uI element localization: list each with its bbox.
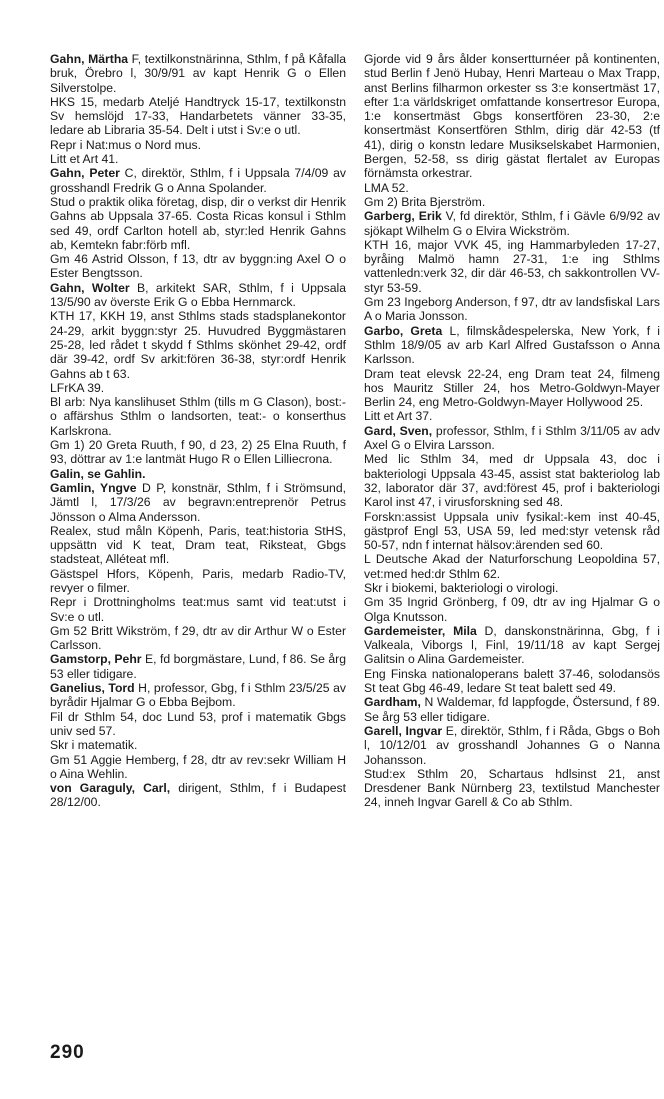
entry-paragraph: Gardham, N Waldemar, fd lappfogde, Östersund, f 89. Se årg 53 eller tidigare.: [364, 695, 660, 724]
entry-name: Gard, Sven,: [364, 423, 433, 438]
entry-paragraph: Gm 46 Astrid Olsson, f 13, dtr av byggn:ing Axel O o Ester Bengtsson.: [50, 252, 346, 281]
entry-paragraph: Bl arb: Nya kanslihuset Sthlm (tills m G Clason), bost:- o affärshus Sthlm o landsorten, teat:- o konserthus Karlskrona.: [50, 395, 346, 438]
entry-gahn-wolter: [50, 281, 346, 467]
left-column: [50, 52, 346, 810]
entry-garell-ingvar: [364, 724, 660, 810]
entry-name: Ganelius, Tord: [50, 681, 135, 696]
entry-gahn-peter: [50, 166, 346, 280]
entry-paragraph: Gamstorp, Pehr E, fd borgmästare, Lund, f 86. Se årg 53 eller tidigare.: [50, 652, 347, 681]
entry-paragraph: Gamlin, Yngve D P, konstnär, Sthlm, f i Strömsund, Jämtl l, 17/3/26 av begravn:entreprenör Petrus Jönsson o Alma Andersson.: [50, 480, 347, 524]
entry-paragraph: Garbo, Greta L, filmskådespelerska, New York, f i Sthlm 18/9/05 av arb Karl Alfred Gustafsson o Anna Karlsson.: [364, 323, 660, 367]
entry-paragraph: Dram teat elevsk 22-24, eng Dram teat 24, filmeng hos Mauritz Stiller 24, hos Metro-Goldwyn-Mayer Berlin 24, eng Metro-Goldwyn-Mayer Hollywood 25.: [364, 366, 660, 410]
entry-paragraph: Skr i matematik.: [50, 738, 138, 753]
right-column: [364, 52, 660, 810]
page-number: 290: [50, 1042, 85, 1063]
entry-name: Gahn, Märtha: [50, 52, 129, 66]
entry-paragraph: Gm 51 Aggie Hemberg, f 28, dtr av rev:sekr William H o Aina Wehlin.: [50, 752, 346, 781]
entry-paragraph: Forskn:assist Uppsala univ fysikal:-kem inst 40-45, gästprof Engl 53, USA 59, led med:styr vetensk råd 50-57, ndn f internat hälsov:ärenden sed 60.: [364, 509, 660, 553]
entry-paragraph: LFrKA 39.: [50, 380, 105, 395]
entry-paragraph: Gm 2) Brita Bjerström.: [364, 194, 486, 209]
entry-name: Gardemeister, Mila: [364, 623, 477, 638]
entry-name: Gardham,: [364, 695, 421, 710]
entry-ganelius-tord: [50, 681, 346, 781]
entry-paragraph: Gjorde vid 9 års ålder konsertturnéer på kontinenten, stud Berlin f Jenö Hubay, Henri Marteau o Max Trapp, anst Berlins filharmon orkester ss 3:e konsertmäst 17, efter 1:a världskriget omfattande konsertresor Europa, 1:e konsertmäst Gbgs konsertfören 23-30, 2:e konsertmäst Konsertfören Sthlm, dirig där 42-53 (tf 41), dirig o konstn ledare Musikselskabet Harmonien, Bergen, 52-58, ss dirig gästat flertalet av Europas förnämsta orkestrar.: [364, 52, 660, 181]
entry-paragraph: Eng Finska nationaloperans balett 37-46, solodansös St teat Gbg 46-49, ledare St teat balett sed 49.: [364, 666, 660, 696]
entry-paragraph: KTH 16, major VVK 45, ing Hammarbyleden 17-27, byråing Malmö hamn 27-31, 1:e ing Sthlms vattenledn:verk 32, dir där 46-53, ch sakkontrollen VV-styr 53-59.: [364, 237, 660, 295]
entry-gamstorp-pehr: [50, 652, 346, 681]
entry-name: Gamstorp, Pehr: [50, 652, 142, 667]
entry-gamlin-yngve: [50, 481, 346, 653]
entry-name: Garbo, Greta: [364, 323, 443, 338]
entry-paragraph: [50, 467, 346, 481]
entry-paragraph: Gahn, Wolter B, arkitekt SAR, Sthlm, f i Uppsala 13/5/90 av överste Erik G o Ebba Hernmarck.: [50, 280, 346, 310]
entry-name: Gahn, Peter: [50, 166, 120, 181]
entry-paragraph: Realex, stud måln Köpenh, Paris, teat:historia StHS, uppsättn vid K teat, Dram teat, Riksteat, Gbgs stadsteat, Alléteat mfl.: [50, 523, 346, 567]
entry-paragraph: Stud:ex Sthlm 20, Schartaus hdlsinst 21, anst Dresdener Bank Nürnberg 23, textilstud Manchester 24, inneh Ingvar Garell & Co ab Sthlm.: [364, 766, 660, 810]
entry-paragraph: Skr i biokemi, bakteriologi o virologi.: [364, 580, 559, 595]
entry-garberg-erik: [364, 209, 660, 323]
entry-gahn-martha: [50, 52, 346, 166]
entry-paragraph: Med lic Sthlm 34, med dr Uppsala 43, doc i bakteriologi Uppsala 43-45, assist stat bakteriolog lab 32, laborator där 37, avd:förest 45, prof i bakteriologi Karol inst 47, i virusforskning sed 48.: [364, 452, 660, 510]
entry-paragraph: Gard, Sven, professor, Sthlm, f i Sthlm 3/11/05 av adv Axel G o Elvira Larsson.: [364, 423, 661, 453]
entry-galin: [50, 467, 346, 481]
entry-name: Galin, se Gahlin.: [50, 466, 146, 481]
entry-name: Gamlin, Yngve: [50, 480, 137, 495]
entry-paragraph: L Deutsche Akad der Naturforschung Leopoldina 57, vet:med hed:dr Sthlm 62.: [364, 552, 660, 581]
entry-gard-sven: [364, 424, 660, 624]
entry-paragraph: Gahn, Märtha F, textilkonstnärinna, Sthlm, f på Kåfalla bruk, Örebro l, 30/9/91 av kapt Henrik G o Ellen Silverstolpe.: [50, 52, 347, 95]
entry-von-garaguly-continued: [364, 52, 660, 209]
entry-garbo-greta: [364, 324, 660, 424]
entry-paragraph: Ganelius, Tord H, professor, Gbg, f i Sthlm 23/5/25 av byrådir Hjalmar G o Ebba Bejbom.: [50, 681, 347, 710]
entry-paragraph: Garell, Ingvar E, direktör, Sthlm, f i Råda, Gbgs o Boh l, 10/12/01 av grosshandl Johannes G o Nanna Johansson.: [364, 723, 660, 767]
entry-paragraph: Litt et Art 41.: [50, 152, 119, 167]
entry-paragraph: von Garaguly, Carl, dirigent, Sthlm, f i Budapest 28/12/00.: [50, 781, 346, 810]
entry-name: Gahn, Wolter: [50, 280, 130, 295]
entry-paragraph: Garberg, Erik V, fd direktör, Sthlm, f i Gävle 6/9/92 av sjökapt Wilhelm G o Elvira Wickström.: [364, 209, 660, 238]
entry-paragraph: Gästspel Hfors, Köpenh, Paris, medarb Radio-TV, revyer o filmer.: [50, 566, 346, 595]
entry-paragraph: LMA 52.: [364, 180, 409, 195]
entry-paragraph: Fil dr Sthlm 54, doc Lund 53, prof i matematik Gbgs univ sed 57.: [50, 709, 346, 738]
entry-name: von Garaguly, Carl,: [50, 781, 171, 796]
entry-paragraph: KTH 17, KKH 19, anst Sthlms stads stadsplanekontor 24-29, arkit byggn:styr 25. Huvudred Byggmästaren 25-28, led rådet t skydd f Sthlms skönhet 29-42, ordf där 39-42, ordf Sv arkit:fören 36-38, styr:ordf Henrik Gahns ab t 63.: [50, 309, 346, 381]
entry-gardemeister-mila: [364, 624, 660, 695]
entry-paragraph: Gahn, Peter C, direktör, Sthlm, f i Uppsala 7/4/09 av grosshandl Fredrik G o Anna Spolander.: [50, 166, 347, 195]
entry-paragraph: Gm 23 Ingeborg Anderson, f 97, dtr av landsfiskal Lars A o Maria Jonsson.: [364, 295, 660, 324]
entry-paragraph: Stud o praktik olika företag, disp, dir o verkst dir Henrik Gahns ab Uppsala 37-65. Costa Ricas konsul i Sthlm sed 49, ordf Carlton hotell ab, styr:led Henrik Gahns ab, Kemtekn fabr:förb mfl.: [50, 194, 346, 252]
entry-name: Garell, Ingvar: [364, 723, 443, 738]
entry-paragraph: Repr i Nat:mus o Nord mus.: [50, 137, 202, 152]
entry-paragraph: Gm 35 Ingrid Grönberg, f 09, dtr av ing Hjalmar G o Olga Knutsson.: [364, 595, 660, 624]
entry-name: Garberg, Erik: [364, 209, 442, 224]
entry-paragraph: Gm 1) 20 Greta Ruuth, f 90, d 23, 2) 25 Elna Ruuth, f 93, döttrar av 1:e lantmät Hugo R o Ellen Lilliecrona.: [50, 438, 346, 467]
entry-paragraph: Repr i Drottningholms teat:mus samt vid teat:utst i Sv:e o utl.: [50, 595, 346, 624]
entry-von-garaguly-carl: [50, 781, 346, 810]
entry-paragraph: Litt et Art 37.: [364, 409, 433, 424]
entry-paragraph: Gm 52 Britt Wikström, f 29, dtr av dir Arthur W o Ester Carlsson.: [50, 623, 346, 653]
entry-gardham: [364, 695, 660, 724]
entry-paragraph: Gardemeister, Mila D, danskonstnärinna, Gbg, f i Valkeala, Viborgs l, Finl, 19/11/18 av kapt Sergej Galitsin o Alina Gardemeister.: [364, 623, 660, 667]
entry-paragraph: HKS 15, medarb Ateljé Handtryck 15-17, textilkonstn Sv hemslöjd 17-33, Handarbetets vänner 33-35, ledare ab Libraria 35-54. Delt i utst i Sv:e o utl.: [50, 94, 346, 138]
